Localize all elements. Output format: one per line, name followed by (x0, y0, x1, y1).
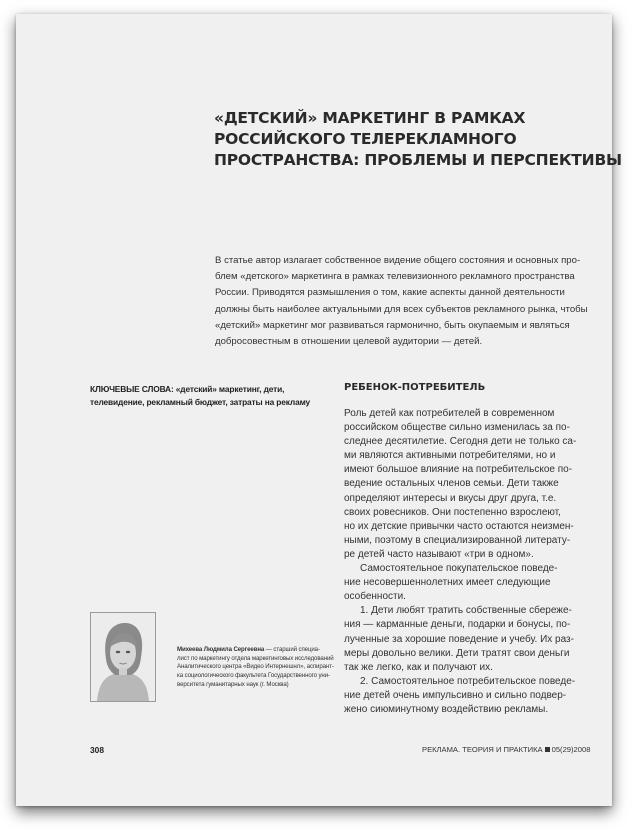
article-abstract (215, 253, 595, 350)
body-line: лученные за хорошие поведение и учебу. Их раз- (344, 633, 574, 645)
body-line: ре детей часто называют «три в одном». (344, 548, 534, 560)
author-info (177, 646, 337, 690)
body-line: ными, поэтому в специализированной литерату- (344, 534, 571, 546)
author-first-line (177, 646, 337, 655)
body-line: меры довольно велики. Дети тратят свои деньги (344, 647, 570, 659)
keywords-text: «детский» маркетинг, дети, телевидение, рекламный бюджет, затраты на рекламу (90, 384, 311, 407)
body-line: но их детские привычки часто остаются неизмен- (344, 520, 574, 532)
body-line: российском обществе сильно изменилась за по- (344, 422, 570, 434)
body-line: особенности. (344, 591, 406, 603)
abstract-line: России. Приводятся размышления о том, какие аспекты данной деятельности (215, 287, 565, 299)
body-line: Самостоятельное покупательское поведе- (360, 563, 558, 575)
article-title-line: ПРОСТРАНСТВА: ПРОБЛЕМЫ И ПЕРСПЕКТИВЫ (214, 151, 622, 169)
author-line: верситета гуманитарных наук (г. Москва) (177, 680, 289, 688)
journal-page (16, 14, 622, 806)
keywords-block (90, 383, 334, 408)
body-line: жено сиюминутному воздействию рекламы. (344, 703, 549, 715)
article-body (344, 407, 606, 717)
abstract-line: В статье автор излагает собственное видение общего состояния и основных про- (215, 255, 581, 266)
section-heading: РЕБЕНОК-ПОТРЕБИТЕЛЬ (344, 382, 486, 393)
body-line: имеют большое влияние на потребительское по- (344, 464, 573, 476)
article-title-line: РОССИЙСКОГО ТЕЛЕРЕКЛАМНОГО (214, 130, 517, 148)
body-line: своих ровесников. Они постепенно взрослеют, (344, 506, 561, 518)
abstract-line: должны быть наиболее актуальными для всех субъектов рекламного рынка, чтобы (215, 303, 588, 315)
author-line: ка социологического факультета Государственного уни- (177, 672, 330, 680)
body-line: ведение остальных членов семьи. Дети также (344, 478, 559, 490)
abstract-line: блем «детского» маркетинга в рамках телевизионного рекламного пространства (215, 271, 575, 283)
body-line: ние несовершеннолетних имеет следующие (344, 577, 551, 589)
author-name: Михеева Людмила Сергеевна (177, 646, 265, 653)
author-portrait-image (91, 613, 155, 701)
body-line: следнее десятилетие. Сегодня дети не только са- (344, 436, 577, 448)
author-photo (90, 612, 156, 702)
body-line: так же легко, как и получают их. (344, 661, 493, 673)
article-title-line: «ДЕТСКИЙ» МАРКЕТИНГ В РАМКАХ (214, 109, 526, 127)
body-line: определяют интересы и вкусы друг друга, т.е. (344, 492, 557, 504)
journal-issue: 05(29)2008 (551, 745, 591, 754)
author-line: Аналитического центра «Видео Интернешнл», аспирант- (177, 663, 334, 671)
body-line: 1. Дети любят тратить собственные сбереже- (360, 605, 572, 617)
abstract-line: добросовестным в отношении целевой аудитории — детей. (215, 336, 483, 348)
journal-name: РЕКЛАМА. ТЕОРИЯ И ПРАКТИКА (422, 745, 543, 754)
page-number: 308 (90, 745, 104, 755)
abstract-line: «детский» маркетинг мог развиваться гармонично, быть окупаемым и являться (215, 319, 570, 331)
body-line: 2. Самостоятельное потребительское поведе- (360, 675, 576, 687)
keywords-label: КЛЮЧЕВЫЕ СЛОВА: (90, 384, 174, 394)
body-line: ние детей очень импульсивно и сильно подвер- (344, 689, 567, 701)
author-position: — старший специа- (264, 646, 320, 653)
square-bullet-icon (545, 747, 550, 752)
journal-footer (422, 745, 590, 754)
body-line: ми являются активными потребителями, но и (344, 450, 556, 462)
article-title (214, 108, 622, 171)
body-line: ния — карманные деньги, подарки и бонусы, по- (344, 619, 571, 631)
body-line: Роль детей как потребителей в современном (344, 408, 555, 419)
author-line: лист по маркетингу отдела маркетинговых исследований (177, 654, 334, 662)
